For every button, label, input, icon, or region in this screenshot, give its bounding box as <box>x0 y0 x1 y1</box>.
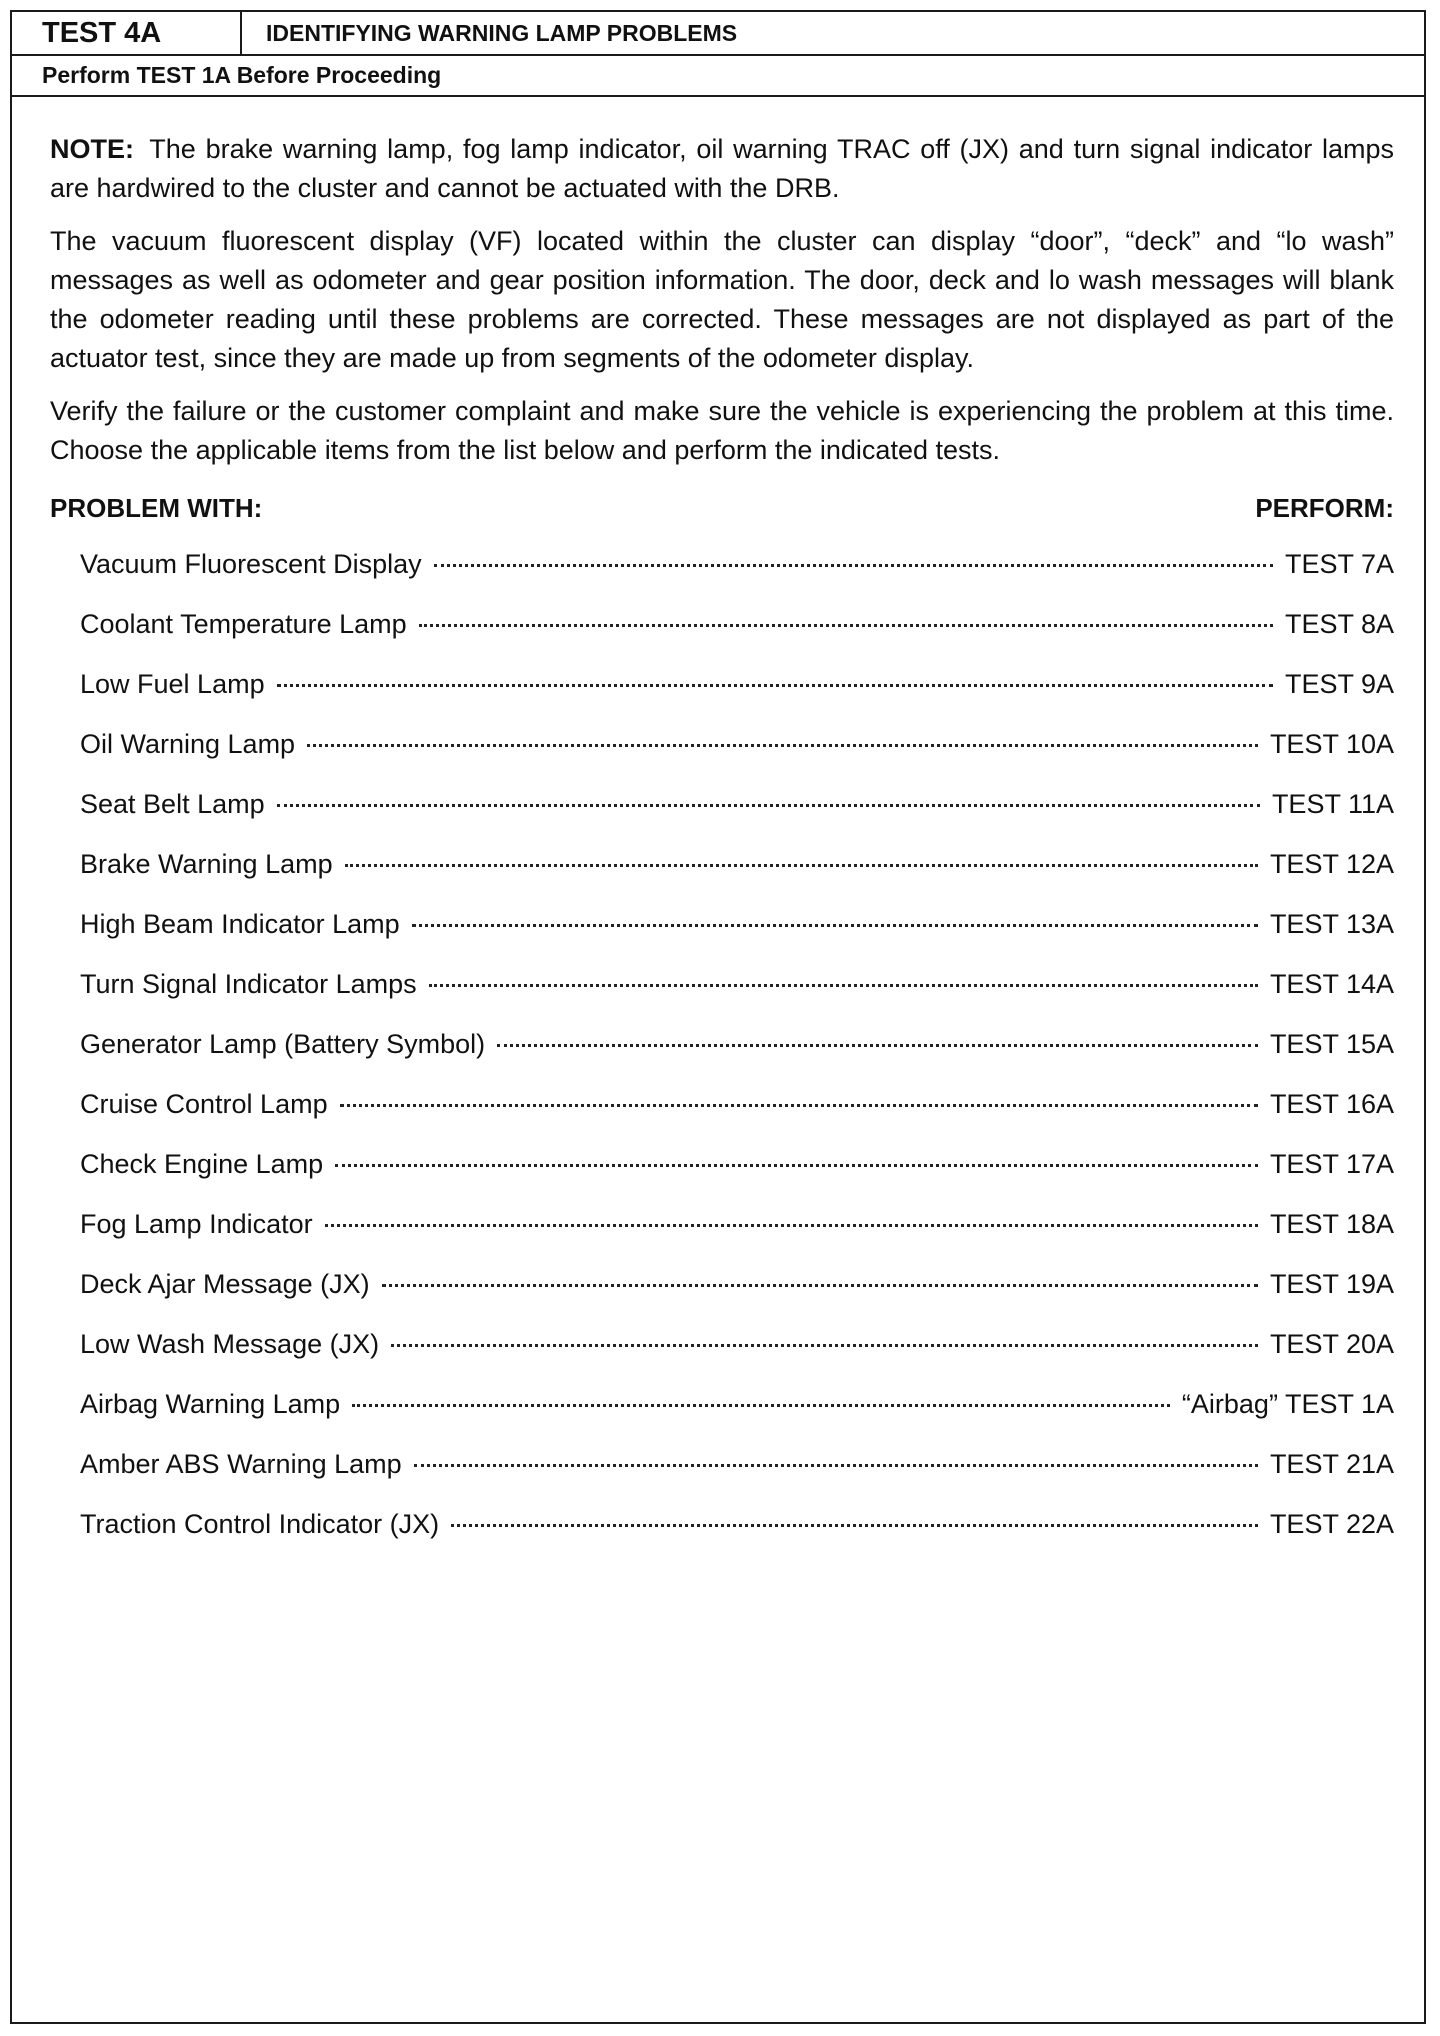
perform-header: PERFORM: <box>1255 493 1394 523</box>
list-item <box>50 784 1394 844</box>
problem-label: Turn Signal Indicator Lamps <box>80 969 417 999</box>
problem-label: Vacuum Fluorescent Display <box>80 549 422 579</box>
problem-label: Seat Belt Lamp <box>80 789 265 819</box>
test-reference: TEST 18A <box>1269 1209 1394 1239</box>
list-item <box>50 904 1394 964</box>
problem-label: Traction Control Indicator (JX) <box>80 1509 440 1539</box>
dot-leader <box>412 924 1258 927</box>
dot-leader <box>335 1164 1258 1167</box>
test-reference: TEST 15A <box>1269 1029 1394 1059</box>
list-item <box>50 1324 1394 1384</box>
test-id: TEST 4A <box>12 12 242 54</box>
list-item <box>50 664 1394 724</box>
list-item <box>50 1444 1394 1504</box>
test-reference: TEST 19A <box>1269 1269 1394 1299</box>
list-item <box>50 1144 1394 1204</box>
list-item <box>50 1384 1394 1444</box>
problem-label: Brake Warning Lamp <box>80 849 333 879</box>
list-item <box>50 1504 1394 1564</box>
test-reference: “Airbag” TEST 1A <box>1181 1389 1394 1419</box>
list-item <box>50 964 1394 1024</box>
note-paragraph <box>50 130 1394 208</box>
dot-leader <box>340 1104 1258 1107</box>
title-row <box>12 12 1424 56</box>
test-reference: TEST 13A <box>1269 909 1394 939</box>
list-item <box>50 1264 1394 1324</box>
list-item <box>50 1084 1394 1144</box>
test-reference: TEST 12A <box>1269 849 1394 879</box>
list-item <box>50 724 1394 784</box>
problem-label: Low Wash Message (JX) <box>80 1329 380 1359</box>
test-title: IDENTIFYING WARNING LAMP PROBLEMS <box>266 20 738 46</box>
problem-label: Oil Warning Lamp <box>80 729 296 759</box>
dot-leader <box>497 1044 1258 1047</box>
prerequisite-note: Perform TEST 1A Before Proceeding <box>12 56 1424 97</box>
test-reference: TEST 14A <box>1269 969 1394 999</box>
problem-label: Deck Ajar Message (JX) <box>80 1269 370 1299</box>
test-reference: TEST 22A <box>1269 1509 1394 1539</box>
list-item <box>50 1204 1394 1264</box>
problem-label: Check Engine Lamp <box>80 1149 324 1179</box>
test-reference: TEST 9A <box>1284 669 1394 699</box>
problem-label: Amber ABS Warning Lamp <box>80 1449 402 1479</box>
list-item <box>50 604 1394 664</box>
column-headers <box>50 488 1394 528</box>
problem-with-header: PROBLEM WITH: <box>50 493 263 523</box>
problem-label: Fog Lamp Indicator <box>80 1209 313 1239</box>
dot-leader <box>277 804 1260 807</box>
test-reference: TEST 11A <box>1271 789 1394 819</box>
dot-leader <box>382 1284 1258 1287</box>
paragraph-display: The vacuum fluorescent display (VF) located within the cluster can display “door”, “deck” and “lo wash” messages as well as odometer and gear position information. The door, deck and lo wash messages will blank the odometer reading until these problems are corrected. These messages are not displayed as part of the actuator test, since they are made up from segments of the odometer display. <box>50 226 1394 373</box>
test-reference: TEST 21A <box>1269 1449 1394 1479</box>
note-label: NOTE: <box>50 134 134 164</box>
dot-leader <box>345 864 1258 867</box>
test-reference: TEST 8A <box>1284 609 1394 639</box>
list-item <box>50 544 1394 604</box>
list-item <box>50 1024 1394 1084</box>
document-body <box>50 130 1394 1564</box>
problem-label: Cruise Control Lamp <box>80 1089 328 1119</box>
problem-label: Airbag Warning Lamp <box>80 1389 341 1419</box>
problem-label: Low Fuel Lamp <box>80 669 265 699</box>
note-text: The brake warning lamp, fog lamp indicator, oil warning TRAC off (JX) and turn signal indicator lamps are hardwired to the cluster and cannot be actuated with the DRB. <box>50 134 1394 203</box>
dot-leader <box>391 1344 1258 1347</box>
dot-leader <box>429 984 1258 987</box>
problem-list <box>50 544 1394 1564</box>
dot-leader <box>325 1224 1258 1227</box>
test-reference: TEST 16A <box>1269 1089 1394 1119</box>
paragraph-instructions: Verify the failure or the customer complaint and make sure the vehicle is experiencing the problem at this time. Choose the applicable items from the list below and perform the indicated tests. <box>50 396 1394 465</box>
dot-leader <box>434 564 1273 567</box>
test-reference: TEST 17A <box>1269 1149 1394 1179</box>
test-reference: TEST 7A <box>1284 549 1394 579</box>
dot-leader <box>419 624 1273 627</box>
problem-label: Coolant Temperature Lamp <box>80 609 407 639</box>
document-frame <box>10 10 1426 2024</box>
problem-label: Generator Lamp (Battery Symbol) <box>80 1029 486 1059</box>
dot-leader <box>451 1524 1258 1527</box>
problem-label: High Beam Indicator Lamp <box>80 909 400 939</box>
dot-leader <box>414 1464 1258 1467</box>
dot-leader <box>352 1404 1170 1407</box>
test-reference: TEST 20A <box>1269 1329 1394 1359</box>
test-reference: TEST 10A <box>1269 729 1394 759</box>
dot-leader <box>277 684 1273 687</box>
list-item <box>50 844 1394 904</box>
dot-leader <box>307 744 1258 747</box>
